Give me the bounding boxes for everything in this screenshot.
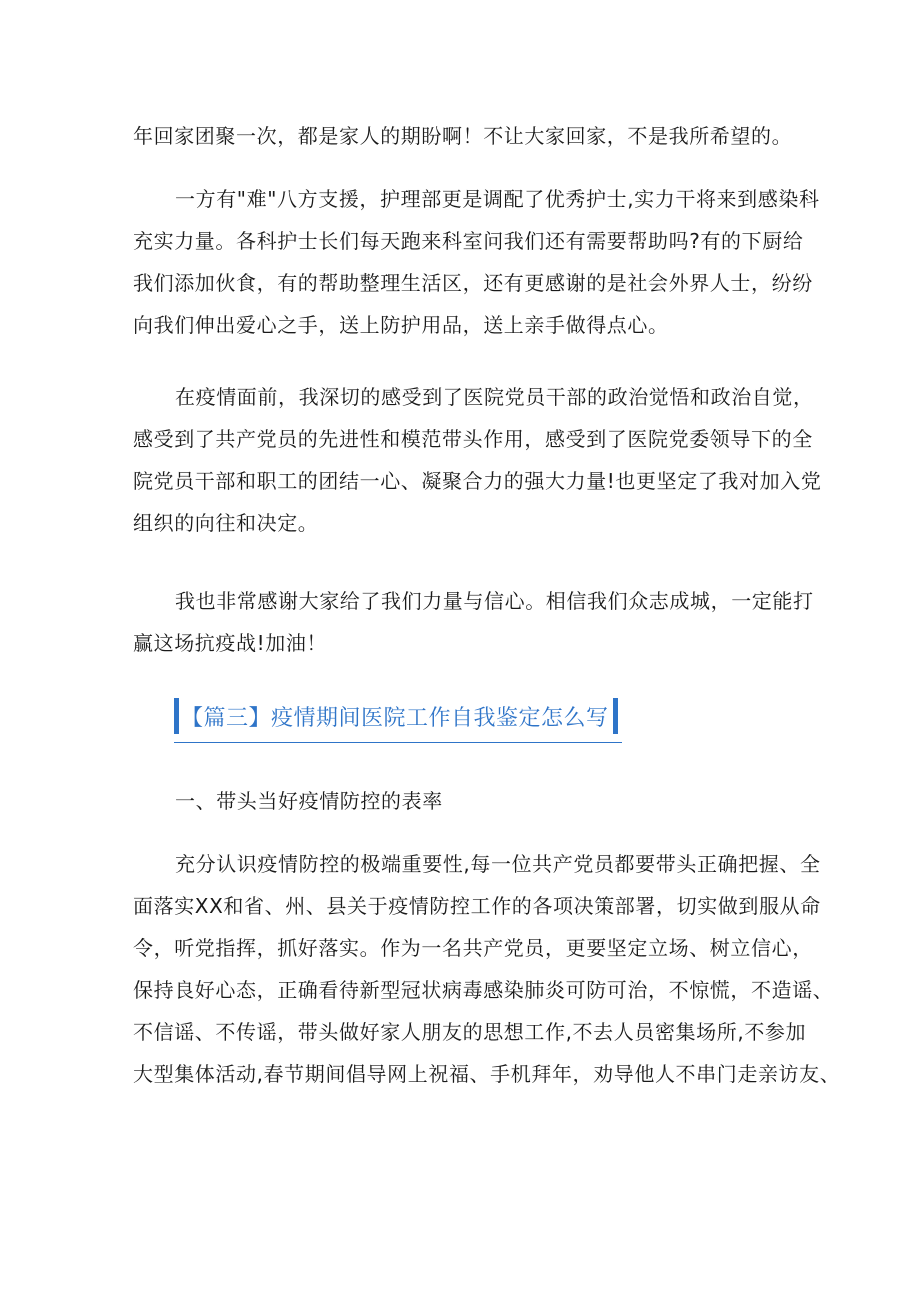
text-line: 大型集体活动,春节期间倡导网上祝福、手机拜年，劝导他人不串门走亲访友、 (133, 1062, 841, 1086)
text-line: 年回家团聚一次，都是家人的期盼啊！不让大家回家，不是我所希望的。 (133, 124, 793, 148)
text-line: 我们添加伙食，有的帮助整理生活区，还有更感谢的是社会外界人士，纷纷 (133, 271, 813, 295)
text-line: 组织的向往和决定。 (133, 511, 319, 535)
heading-bar-left (174, 698, 179, 734)
text-line: 我也非常感谢大家给了我们力量与信心。相信我们众志成城，一定能打 (175, 589, 814, 613)
text-line: 院党员干部和职工的团结一心、凝聚合力的强大力量!也更坚定了我对加入党 (133, 469, 822, 493)
text-line: 令，听党指挥，抓好落实。作为一名共产党员，更要坚定立场、树立信心， (133, 936, 813, 960)
heading-bar-right (613, 698, 618, 734)
text-line: 一、带头当好疫情防控的表率 (175, 789, 443, 813)
text-line: 不信谣、不传谣，带头做好家人朋友的思想工作,不去人员密集场所,不参加 (133, 1020, 807, 1044)
text-line: 面落实XX和省、州、县关于疫情防控工作的各项决策部署，切实做到服从命 (133, 894, 821, 918)
text-line: 保持良好心态，正确看待新型冠状病毒感染肺炎可防可治，不惊慌，不造谣、 (133, 978, 834, 1002)
paragraph-3 (133, 376, 822, 544)
section-heading (174, 690, 622, 743)
paragraph-2 (133, 178, 820, 346)
section-heading-text: 【篇三】疫情期间医院工作自我鉴定怎么写 (181, 705, 609, 731)
text-line: 向我们伸出爱心之手，送上防护用品，送上亲手做得点心。 (133, 313, 669, 337)
text-line: 在疫情面前，我深切的感受到了医院党员干部的政治觉悟和政治自觉， (175, 385, 814, 409)
paragraph-5-subheading (133, 780, 798, 822)
text-line: 感受到了共产党员的先进性和模范带头作用，感受到了医院党委领导下的全 (133, 427, 813, 451)
text-line: 充分认识疫情防控的极端重要性,每一位共产党员都要带头正确把握、全 (175, 852, 821, 876)
text-line: 赢这场抗疫战!加油！ (133, 631, 328, 655)
text-line: 一方有"难"八方支援，护理部更是调配了优秀护士,实力干将来到感染科 (175, 187, 820, 211)
text-line: 充实力量。各科护士长们每天跑来科室问我们还有需要帮助吗?有的下厨给 (133, 229, 804, 253)
paragraph-6 (133, 843, 841, 1095)
paragraph-4 (133, 580, 814, 664)
paragraph-1 (133, 115, 798, 157)
